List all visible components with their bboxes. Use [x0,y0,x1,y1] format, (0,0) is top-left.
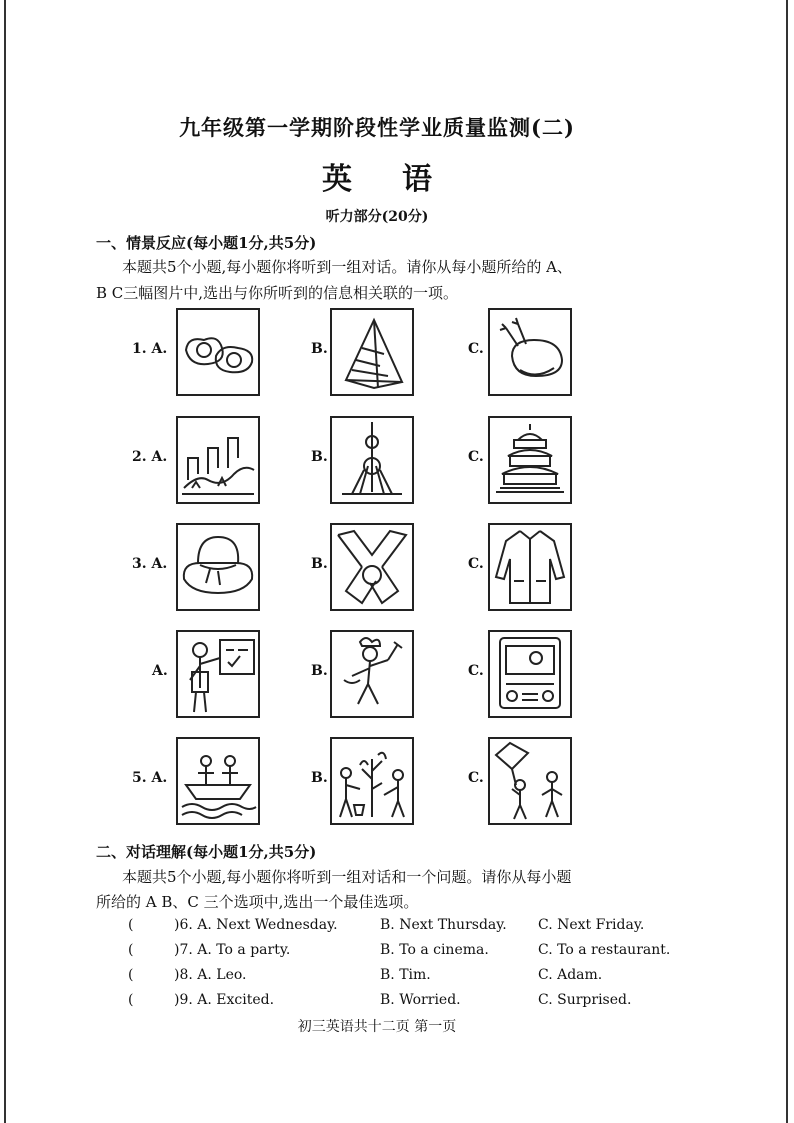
section1-heading: 一、情景反应(每小题1分,共5分) [96,234,317,252]
option-c: C. Adam. [538,967,603,983]
option-b-label: B. [311,449,328,465]
coat-icon[interactable] [488,523,572,611]
answer-bracket[interactable]: ( [128,942,134,958]
section2-instruction-2: 所给的 A B、C 三个选项中,选出一个最佳选项。 [96,893,419,911]
question-number: 3. A. [132,556,168,572]
option-c: C. Surprised. [538,992,632,1008]
picture-question-4 [0,630,794,720]
kite-flying-icon[interactable] [488,737,572,825]
boating-icon[interactable] [176,737,260,825]
great-wall-icon[interactable] [176,416,260,504]
option-b: B. Tim. [380,967,431,983]
question-number: 5. A. [132,770,168,786]
question-7 [0,942,794,964]
sandwich-icon[interactable] [330,308,414,396]
option-b: B. Worried. [380,992,461,1008]
question-number: A. [152,663,168,679]
teacher-icon[interactable] [176,630,260,718]
picture-question-2 [0,416,794,506]
question-number: 2. A. [132,449,168,465]
answer-bracket[interactable]: ( [128,967,134,983]
picture-question-5 [0,737,794,827]
picture-question-1 [0,308,794,398]
option-b-label: B. [311,663,328,679]
tv-tower-icon[interactable] [330,416,414,504]
section2-heading: 二、对话理解(每小题1分,共5分) [96,843,317,861]
exam-title: 九年级第一学期阶段性学业质量监测(二) [179,115,575,140]
answer-bracket[interactable]: ( [128,992,134,1008]
option-a: )7. A. To a party. [174,942,291,958]
scarf-icon[interactable] [330,523,414,611]
fried-eggs-icon[interactable] [176,308,260,396]
subject-title: 英语 [322,162,482,197]
option-c-label: C. [468,556,484,572]
option-c-label: C. [468,770,484,786]
option-c: C. Next Friday. [538,917,645,933]
picture-question-3 [0,523,794,613]
cook-icon[interactable] [330,630,414,718]
option-a: )8. A. Leo. [174,967,247,983]
option-b: B. Next Thursday. [380,917,507,933]
question-8 [0,967,794,989]
option-b-label: B. [311,341,328,357]
option-b: B. To a cinema. [380,942,489,958]
question-number: 1. A. [132,341,168,357]
section1-instruction-1: 本题共5个小题,每小题你将听到一组对话。请你从每小题所给的 A、 [122,258,572,276]
roast-chicken-icon[interactable] [488,308,572,396]
question-6 [0,917,794,939]
temple-of-heaven-icon[interactable] [488,416,572,504]
option-c: C. To a restaurant. [538,942,671,958]
listening-part-title: 听力部分(20分) [325,209,429,225]
tree-planting-icon[interactable] [330,737,414,825]
hat-icon[interactable] [176,523,260,611]
section1-instruction-2: B C三幅图片中,选出与你所听到的信息相关联的一项。 [96,284,459,302]
option-a: )6. A. Next Wednesday. [174,917,338,933]
option-c-label: C. [468,663,484,679]
option-b-label: B. [311,556,328,572]
bus-driver-icon[interactable] [488,630,572,718]
answer-bracket[interactable]: ( [128,917,134,933]
question-9 [0,992,794,1014]
option-b-label: B. [311,770,328,786]
option-c-label: C. [468,449,484,465]
page-footer: 初三英语共十二页 第一页 [297,1019,457,1035]
option-a: )9. A. Excited. [174,992,275,1008]
section2-instruction-1: 本题共5个小题,每小题你将听到一组对话和一个问题。请你从每小题 [122,868,572,886]
option-c-label: C. [468,341,484,357]
